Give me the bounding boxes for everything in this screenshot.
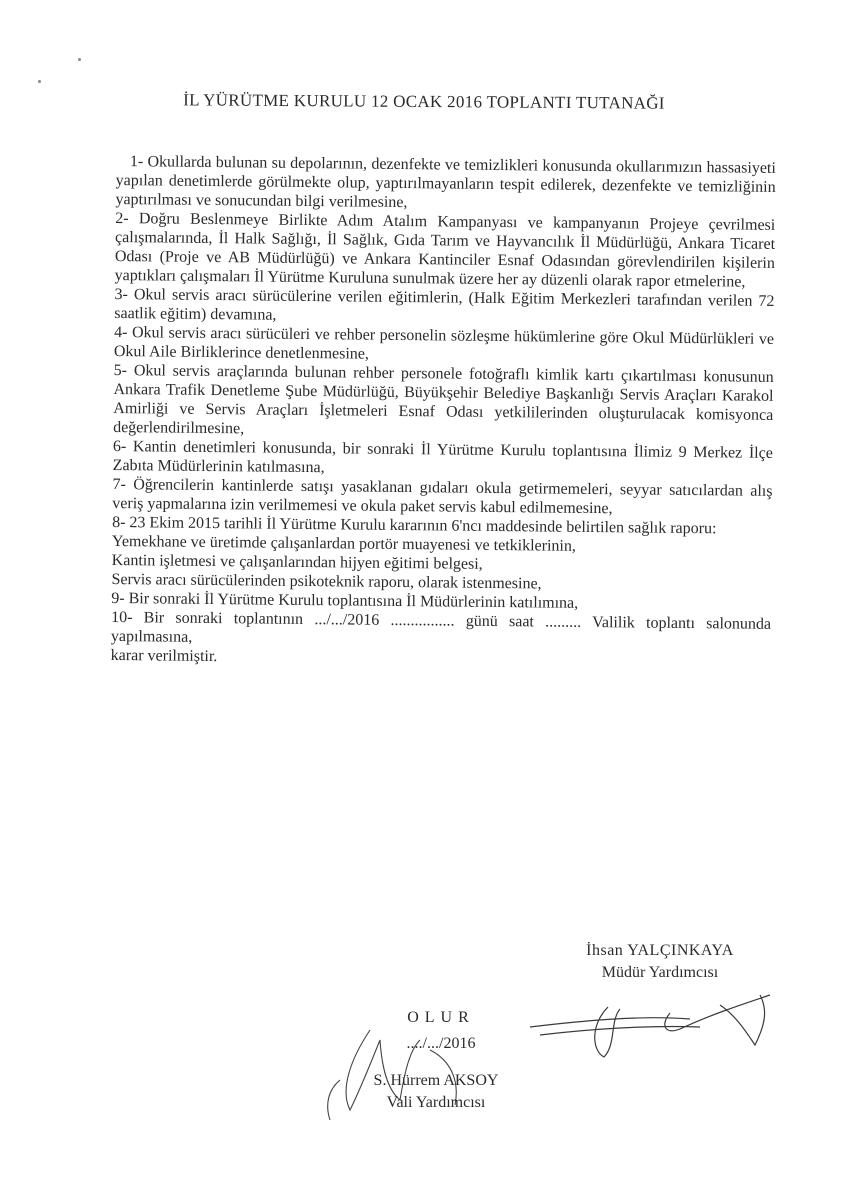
- signer-name: İhsan YALÇINKAYA: [586, 942, 734, 959]
- paragraph-8-item-3: Servis aracı sürücülerinden psikoteknik raporu, olarak istenmesine,: [111, 570, 542, 593]
- right-signature-block: [560, 940, 760, 984]
- signer-role: Müdür Yardımcısı: [601, 964, 719, 981]
- approval-block: [366, 1005, 516, 1057]
- paragraph-10: 10- Bir sonraki toplantının .../.../2016 ................ günü saat ......... Valilik toplantı salonunda yapılmasına,: [110, 608, 772, 646]
- approval-date: ..../.../2016: [406, 1035, 476, 1052]
- paragraph-3: 3- Okul servis aracı sürücülerine verilen eğitimlerin, (Halk Eğitim Merkezleri tarafından verilen 72 saatlik eğitim) devamına,: [114, 285, 775, 324]
- paragraph-9: 9- Bir sonraki İl Yürütme Kurulu toplantısına İl Müdürlerinin katılımına,: [111, 589, 579, 612]
- paragraph-8: 8- 23 Ekim 2015 tarihli İl Yürütme Kurulu kararının 6'ncı maddesinde belirtilen sağlık raporu:: [112, 513, 717, 538]
- closing-line: karar verilmiştir.: [110, 646, 218, 666]
- paragraph-8-item-1: Yemekhane ve üretimde çalışanlardan portör muayenesi ve tetkiklerinin,: [111, 532, 576, 555]
- paragraph-8-item-2: Kantin işletmesi ve çalışanlarından hijyen eğitimi belgesi,: [111, 551, 483, 573]
- paragraph-5: 5- Okul servis araçlarında bulunan rehber personele fotoğraflı kimlik kartı çıkartılması konusunun Ankara Trafik Denetleme Şube Müdürlüğü, Büyükşehir Belediye Başkanlığı Servis Araçları Karakol Amirliği ve Servis Araçları İşletmeleri Esnaf Odası yetkililerinden oluşturulacak komisyonca değerlendirilmesine,: [113, 361, 774, 438]
- paragraph-4: 4- Okul servis aracı sürücüleri ve rehber personelin sözleşme hükümlerine göre Okul Müdürlükleri ve Okul Aile Birliklerince denetlenmesine,: [113, 323, 775, 363]
- document-body: [111, 152, 776, 672]
- scan-speck: [38, 80, 41, 83]
- scan-speck: [78, 58, 81, 61]
- paragraph-2: 2- Doğru Beslenmeye Birlikte Adım Atalım Kampanyası ve kampanyanın Projeye çevrilmesi çalışmalarında, İl Halk Sağlığı, İl Sağlık, Gıda Tarım ve Hayvancılık İl Müdürlüğü, Ankara Ticaret Odası (Proje ve AB Müdürlüğü) ve Ankara Kantinciler Esnaf Odasından görevlendirilen kişilerin yaptıkları çalışmaları İl Yürütme Kuruluna sunulmak üzere her ay düzenli olarak rapor etmelerine,: [114, 209, 776, 291]
- paragraph-7: 7- Öğrencilerin kantinlerde satışı yasaklanan gıdaları okula getirmemeleri, seyyar satıcılardan alış veriş yapmalarına izin verilmemesi ve okula paket servis kabul edilmemesine,: [112, 475, 773, 518]
- approval-word: OLUR: [407, 1009, 475, 1026]
- signer-role: Vali Yardımcısı: [386, 1094, 486, 1111]
- right-handwritten-signature: [520, 985, 790, 1065]
- signer-name: S. Hürrem AKSOY: [373, 1072, 499, 1089]
- paragraph-6: 6- Kantin denetimleri konusunda, bir sonraki İl Yürütme Kurulu toplantısına İlimiz 9 Merkez İlçe Zabıta Müdürlerinin katılmasına,: [112, 437, 773, 477]
- left-signature-block: [346, 1070, 526, 1114]
- document-title: İL YÜRÜTME KURULU 12 OCAK 2016 TOPLANTI TUTANAĞI: [183, 90, 665, 113]
- paragraph-1: 1- Okullarda bulunan su depolarının, dezenfekte ve temizlikleri konusunda okullarımızın hassasiyeti yapılan denetimlerde görülmekte olup, yaptırılmayanların tespit edilerek, dezenfekte ve temizliğinin yaptırılması ve sonucundan bilgi verilmesine,: [115, 153, 776, 212]
